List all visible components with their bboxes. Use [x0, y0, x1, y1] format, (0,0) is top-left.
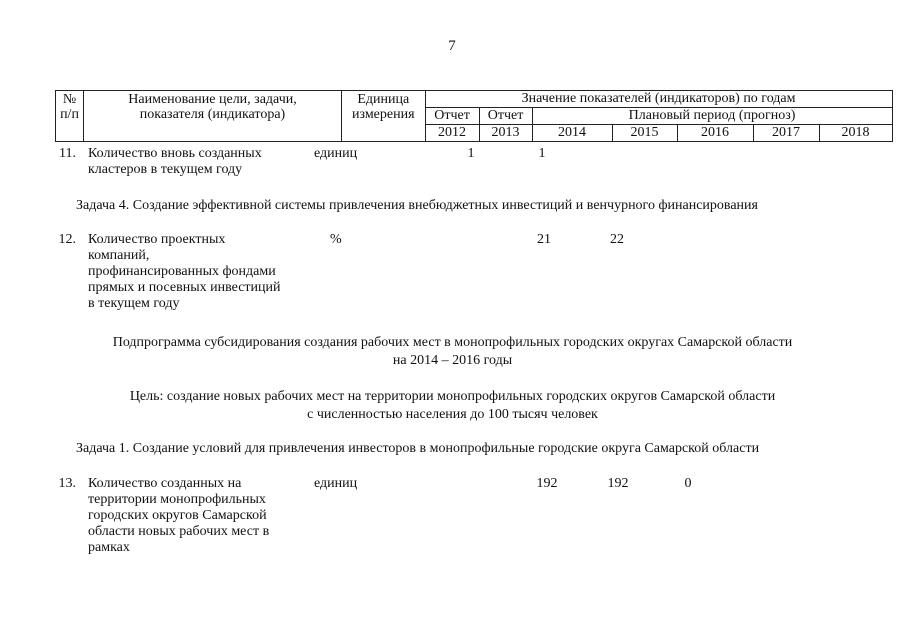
header-name: Наименование цели, задачи, показателя (индикатора) [84, 91, 342, 142]
header-report-2013: Отчет [479, 108, 532, 125]
header-year-2017: 2017 [753, 125, 819, 142]
header-year-2013: 2013 [479, 125, 532, 142]
row-12-num: 12. [58, 232, 76, 247]
task-4-heading: Задача 4. Создание эффективной системы привлечения внебюджетных инвестиций и венчурного финансирования [76, 198, 758, 213]
subprogram-title-line2: на 2014 – 2016 годы [392, 353, 513, 368]
row-11-unit: единиц [314, 146, 358, 161]
header-year-2016: 2016 [677, 125, 753, 142]
row-12-value-2014: 21 [537, 232, 551, 247]
header-values-group: Значение показателей (индикаторов) по годам [425, 91, 892, 108]
goal-line2: с численностью населения до 100 тысяч человек [307, 407, 598, 422]
header-year-2015: 2015 [612, 125, 677, 142]
page-number: 7 [448, 38, 456, 54]
row-13-value-2015: 192 [607, 476, 629, 491]
row-11-value-2014: 1 [538, 146, 546, 161]
row-12-value-2015: 22 [610, 232, 624, 247]
row-13-value-2014: 192 [536, 476, 558, 491]
header-year-2012: 2012 [425, 125, 479, 142]
header-report-2012: Отчет [425, 108, 479, 125]
goal-line1: Цель: создание новых рабочих мест на территории монопрофильных городских округов Самарской области [129, 389, 776, 404]
row-13-name: Количество созданных на территории монопрофильных городских округов Самарской области новых рабочих мест в рамках [88, 476, 270, 555]
header-year-2014: 2014 [532, 125, 612, 142]
row-13-unit: единиц [314, 476, 358, 491]
subprogram-title-line1: Подпрограмма субсидирования создания рабочих мест в монопрофильных городских округах Самарской области [112, 335, 793, 350]
row-11-name: Количество вновь созданных кластеров в текущем году [88, 146, 262, 177]
row-13-value-2016: 0 [684, 476, 692, 491]
task-1-heading: Задача 1. Создание условий для привлечения инвесторов в монопрофильные городские округа Самарской области [76, 441, 760, 456]
header-year-2018: 2018 [819, 125, 892, 142]
row-12-name: Количество проектных компаний, профинансированных фондами прямых и посевных инвестиций в текущем году [88, 232, 281, 311]
row-11-value-2013: 1 [467, 146, 475, 161]
indicators-header-table [55, 90, 893, 142]
header-plan-group: Плановый период (прогноз) [532, 108, 892, 125]
row-12-unit: % [330, 232, 342, 247]
row-11-num: 11. [59, 146, 76, 161]
header-unit: Единица измерения [342, 91, 426, 142]
row-13-num: 13. [58, 476, 76, 491]
header-num: № п/п [56, 91, 84, 142]
